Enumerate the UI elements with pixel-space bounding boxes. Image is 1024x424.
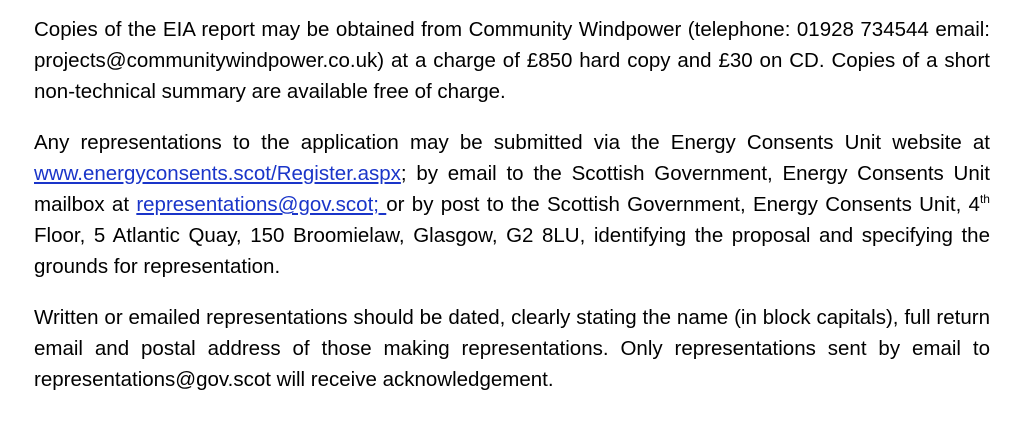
representations-text-4: Floor, 5 Atlantic Quay, 150 Broomielaw, Glasgow, G2 8LU, identifying the proposal and specifying the grounds for representation.: [34, 224, 990, 278]
eia-copies-paragraph: Copies of the EIA report may be obtained from Community Windpower (telephone: 01928 734544 email: projects@communitywindpower.co.uk) at a charge of £850 hard copy and £30 on CD. Copies of a short non-technical summary are available free of charge.: [34, 18, 990, 103]
representations-text-3: or by post to the Scottish Government, Energy Consents Unit, 4: [386, 193, 980, 216]
representations-email-link[interactable]: representations@gov.scot;: [136, 193, 387, 216]
representations-paragraph: [34, 127, 990, 282]
acknowledgement-paragraph: Written or emailed representations should be dated, clearly stating the name (in block capitals), full return email and postal address of those making representations. Only representations sent by email to representations@gov.scot will receive acknowledgement.: [34, 306, 990, 391]
floor-ordinal-suffix: th: [979, 192, 990, 207]
representations-text-2: ; by email to the Scottish Government, Energy Consents Unit mailbox at: [34, 162, 990, 216]
representations-text-1: Any representations to the application may be submitted via the Energy Consents Unit website at: [34, 131, 990, 154]
energy-consents-register-link[interactable]: www.energyconsents.scot/Register.aspx: [34, 162, 401, 185]
